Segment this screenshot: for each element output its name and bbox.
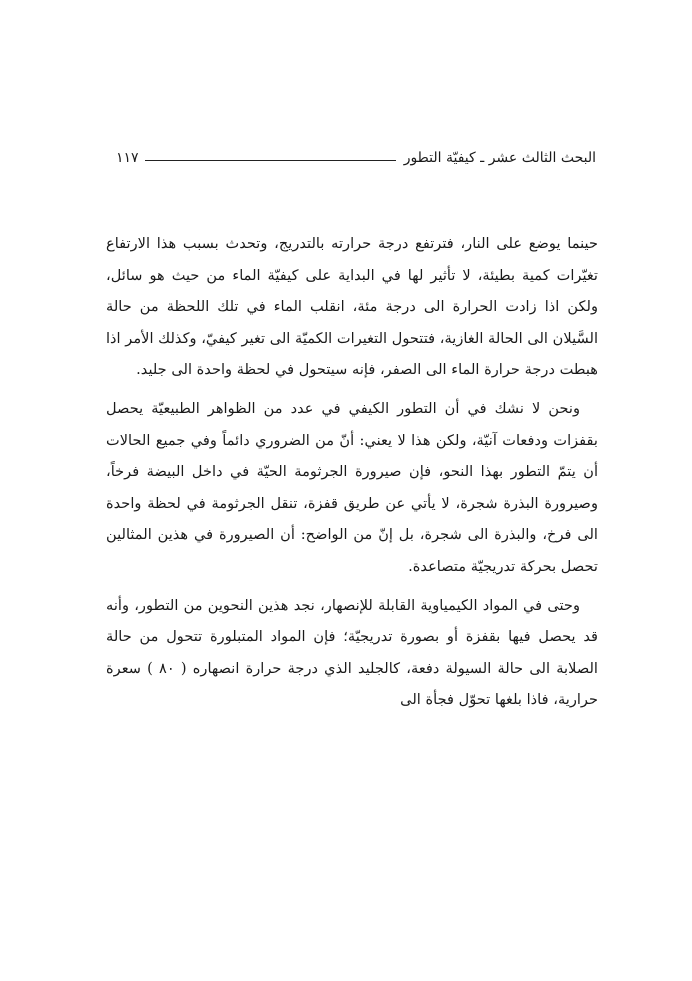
paragraph-3: وحتى في المواد الكيمياوية القابلة للإنصهار، نجد هذين النحوين من التطور، وأنه قد يحصل فيها بقفزة أو بصورة تدريجيّة؛ فإن المواد المتبلورة تتحول من حالة الصلابة الى حالة السيولة دفعة، كالجليد الذي درجة حرارة انصهاره ( ٨٠ ) سعرة حرارية، فاذا بلغها تحوّل فجأة الى: [106, 596, 598, 709]
header-rule: [145, 160, 396, 161]
chapter-title: البحث الثالث عشر ـ كيفيّة التطور: [403, 150, 596, 166]
paragraph-2: ونحن لا نشك في أن التطور الكيفي في عدد من الظواهر الطبيعيّة يحصل بقفزات ودفعات آنيّة، ولكن هذا لا يعني: أنّ من الضروري دائماً وفي جميع الحالات أن يتمّ التطور بهذا النحو، فإن صيرورة الجرثومة الحيّة في داخل البيضة فرخاً، وصيرورة البذرة شجرة، لا يأتي عن طريق قفزة، تنقل الجرثومة في لحظة واحدة الى فرخ، والبذرة الى شجرة، بل إنّ من الواضح: أن الصيرورة في هذين المثالين تحصل بحركة تدريجيّة متصاعدة.: [106, 399, 598, 575]
running-header: [116, 146, 596, 170]
body-text: [106, 228, 598, 723]
paragraph-1: حينما يوضع على النار، فترتفع درجة حرارته بالتدريج، وتحدث بسبب هذا الارتفاع تغيّرات كمية بطيئة، لا تأثير لها في البداية على كيفيّة الماء من حيث هو سائل، ولكن اذا زادت الحرارة الى درجة مئة، انقلب الماء في تلك اللحظة من حالة السَّيلان الى الحالة الغازية، فتتحول التغيرات الكميّة الى تغير كيفيّ، وكذلك الأمر اذا هبطت درجة حرارة الماء الى الصفر، فإنه سيتحول في لحظة واحدة الى جليد.: [106, 235, 598, 379]
page-number: ١١٧: [116, 150, 139, 166]
